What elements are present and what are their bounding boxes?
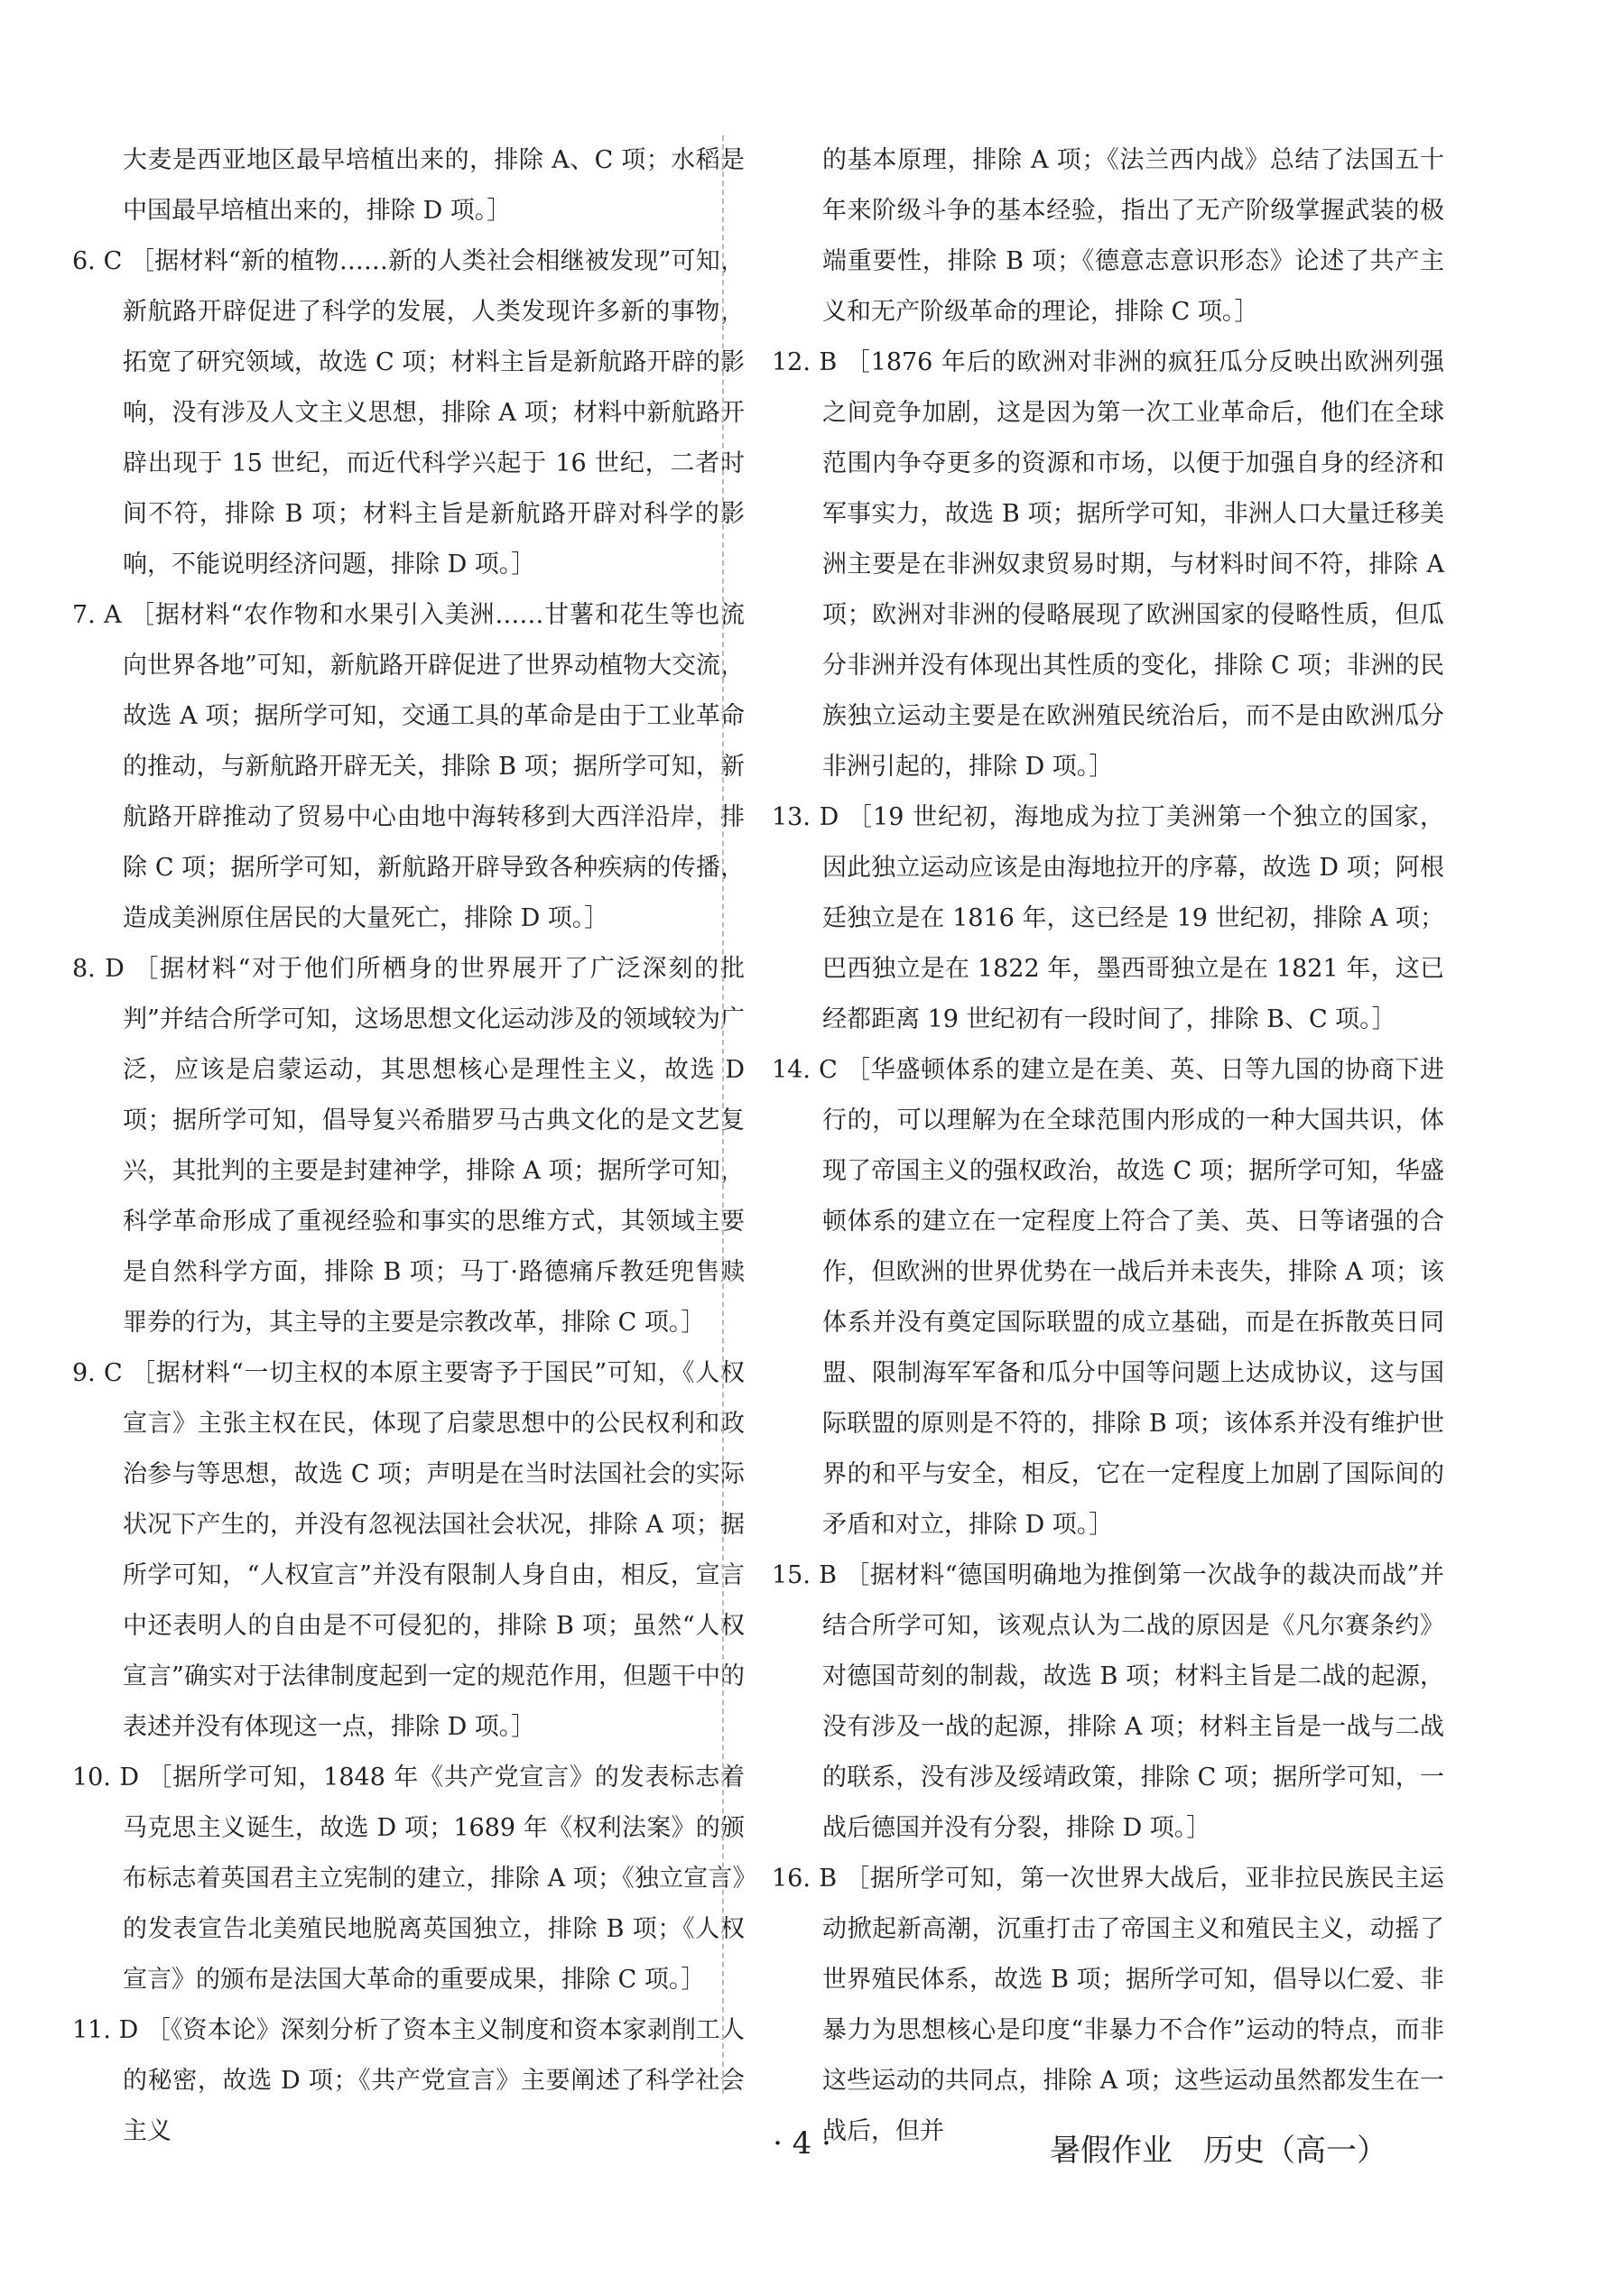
answer-item: 11. D ［《资本论》深刻分析了资本主义制度和资本家剥削工人的秘密，故选 D 项；《共产党宣言》主要阐述了科学社会主义 [72, 2016, 745, 2145]
answer-item: 14. C ［华盛顿体系的建立是在美、英、日等九国的协商下进行的，可以理解为在全球范围内形成的一种大国共识，体现了帝国主义的强权政治，故选 C 项；据所学可知，华盛顿体系的建立在一定程度上符合了美、英、日等诸强的合作，但欧洲的世界优势在一战后并未丧失，排除 A 项；该体系并没有奠定国际联盟的成立基础，而是在拆散英日同盟、限制海军军备和瓜分中国等问题上达成协议，这与国际联盟的原则是不符的，排除 B 项；该体系并没有维护世界的和平与安全，相反，它在一定程度上加剧了国际间的矛盾和对立，排除 D 项。］ [772, 1056, 1444, 1539]
right-column [772, 135, 1444, 2157]
answer-continuation: 大麦是西亚地区最早培植出来的，排除 A、C 项；水稻是中国最早培植出来的，排除 D 项。］ [123, 146, 745, 225]
left-column [72, 135, 745, 2157]
book-title: 暑假作业 历史（高一） [1050, 2133, 1387, 2169]
column-divider [722, 135, 724, 2094]
answer-item: 10. D ［据所学可知，1848 年《共产党宣言》的发表标志着马克思主义诞生，故选 D 项；1689 年《权利法案》的颁布标志着英国君主立宪制的建立，排除 A 项；《独立宣言》的发表宣告北美殖民地脱离英国独立，排除 B 项；《人权宣言》的颁布是法国大革命的重要成果，排除 C 项。］ [72, 1764, 745, 1994]
answer-item: 16. B ［据所学可知，第一次世界大战后，亚非拉民族民主运动掀起新高潮，沉重打击了帝国主义和殖民主义，动摇了世界殖民体系，故选 B 项；据所学可知，倡导以仁爱、非暴力为思想核心是印度“非暴力不合作”运动的特点，而非这些运动的共同点，排除 A 项；这些运动虽然都发生在一战后，但并 [772, 1865, 1444, 2145]
answer-item: 8. D ［据材料“对于他们所栖身的世界展开了广泛深刻的批判”并结合所学可知，这场思想文化运动涉及的领域较为广泛，应该是启蒙运动，其思想核心是理性主义，故选 D 项；据所学可知，倡导复兴希腊罗马古典文化的是文艺复兴，其批判的主要是封建神学，排除 A 项；据所学可知，科学革命形成了重视经验和事实的思维方式，其领域主要是自然科学方面，排除 B 项；马丁·路德痛斥教廷兜售赎罪券的行为，其主导的主要是宗教改革，排除 C 项。］ [72, 955, 745, 1337]
answer-item: 6. C ［据材料“新的植物……新的人类社会相继被发现”可知，新航路开辟促进了科学的发展，人类发现许多新的事物，拓宽了研究领域，故选 C 项；材料主旨是新航路开辟的影响，没有涉及人文主义思想，排除 A 项；材料中新航路开辟出现于 15 世纪，而近代科学兴起于 16 世纪，二者时间不符，排除 B 项；材料主旨是新航路开辟对科学的影响，不能说明经济问题，排除 D 项。］ [72, 247, 745, 579]
page-number: · 4 · [773, 2125, 831, 2162]
answer-item: 15. B ［据材料“德国明确地为推倒第一次战争的裁决而战”并结合所学可知，该观点认为二战的原因是《凡尔赛条约》对德国苛刻的制裁，故选 B 项；材料主旨是二战的起源，没有涉及一战的起源，排除 A 项；材料主旨是一战与二战的联系，没有涉及绥靖政策，排除 C 项；据所学可知，一战后德国并没有分裂，排除 D 项。］ [772, 1561, 1444, 1842]
answer-item: 9. C ［据材料“一切主权的本原主要寄予于国民”可知，《人权宣言》主张主权在民，体现了启蒙思想中的公民权利和政治参与等思想，故选 C 项；声明是在当时法国社会的实际状况下产生的，并没有忽视法国社会状况，排除 A 项；据所学可知，“人权宣言”并没有限制人身自由，相反，宣言中还表明人的自由是不可侵犯的，排除 B 项；虽然“人权宣言”确实对于法律制度起到一定的规范作用，但题干中的表述并没有体现这一点，排除 D 项。］ [72, 1359, 745, 1741]
answer-item: 12. B ［1876 年后的欧洲对非洲的疯狂瓜分反映出欧洲列强之间竞争加剧，这是因为第一次工业革命后，他们在全球范围内争夺更多的资源和市场，以便于加强自身的经济和军事实力，故选 B 项；据所学可知，非洲人口大量迁移美洲主要是在非洲奴隶贸易时期，与材料时间不符，排除 A 项；欧洲对非洲的侵略展现了欧洲国家的侵略性质，但瓜分非洲并没有体现出其性质的变化，排除 C 项；非洲的民族独立运动主要是在欧洲殖民统治后，而不是由欧洲瓜分非洲引起的，排除 D 项。］ [772, 348, 1444, 781]
answer-continuation: 的基本原理，排除 A 项；《法兰西内战》总结了法国五十年来阶级斗争的基本经验，指出了无产阶级掌握武装的极端重要性，排除 B 项；《德意志意识形态》论述了共产主义和无产阶级革命的理论，排除 C 项。］ [822, 146, 1444, 326]
answer-item: 7. A ［据材料“农作物和水果引入美洲……甘薯和花生等也流向世界各地”可知，新航路开辟促进了世界动植物大交流，故选 A 项；据所学可知，交通工具的革命是由于工业革命的推动，与新航路开辟无关，排除 B 项；据所学可知，新航路开辟推动了贸易中心由地中海转移到大西洋沿岸，排除 C 项；据所学可知，新航路开辟导致各种疾病的传播，造成美洲原住居民的大量死亡，排除 D 项。］ [72, 601, 745, 932]
answer-item: 13. D ［19 世纪初，海地成为拉丁美洲第一个独立的国家，因此独立运动应该是由海地拉开的序幕，故选 D 项；阿根廷独立是在 1816 年，这已经是 19 世纪初，排除 A 项；巴西独立是在 1822 年，墨西哥独立是在 1821 年，这已经都距离 19 世纪初有一段时间了，排除 B、C 项。］ [772, 803, 1444, 1033]
